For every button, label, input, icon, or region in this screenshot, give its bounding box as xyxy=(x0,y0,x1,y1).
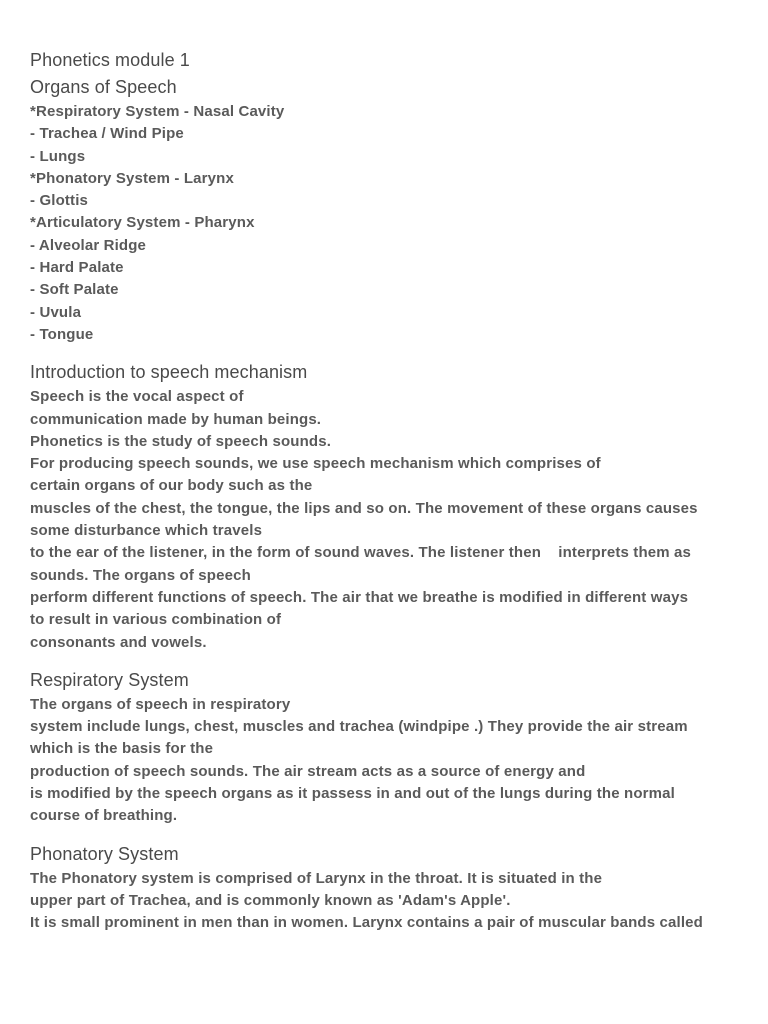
text-line: sounds. The organs of speech xyxy=(30,566,251,584)
section-spacer xyxy=(30,654,740,667)
document-section xyxy=(30,667,740,828)
section-heading: Phonatory System xyxy=(30,843,179,864)
text-line: *Phonatory System - Larynx xyxy=(30,169,234,187)
document-title: Phonetics module 1 xyxy=(30,50,190,70)
text-line: perform different functions of speech. The air that we breathe is modified in different ways xyxy=(30,588,689,606)
text-line: Phonetics is the study of speech sounds. xyxy=(30,432,332,450)
section-spacer xyxy=(30,828,740,841)
text-line: *Articulatory System - Pharynx xyxy=(30,214,255,232)
section-heading: Organs of Speech xyxy=(30,77,177,97)
document-page xyxy=(30,47,740,935)
text-line: system include lungs, chest, muscles and trachea (windpipe .) They provide the air stream xyxy=(30,718,688,736)
text-line: some disturbance which travels xyxy=(30,522,263,540)
document-section xyxy=(30,359,740,654)
text-line: which is the basis for the xyxy=(30,740,214,758)
text-line: - Glottis xyxy=(30,192,89,210)
text-line: course of breathing. xyxy=(30,807,178,825)
text-line: consonants and vowels. xyxy=(30,633,207,651)
text-line: is modified by the speech organs as it passess in and out of the lungs during the normal xyxy=(30,785,675,803)
section-spacer xyxy=(30,346,740,359)
text-line: communication made by human beings. xyxy=(30,410,322,428)
text-line: production of speech sounds. The air stream acts as a source of energy and xyxy=(30,762,586,780)
document-section xyxy=(30,74,740,346)
text-line: certain organs of our body such as the xyxy=(30,477,313,495)
text-line: - Tongue xyxy=(30,325,94,343)
text-line: muscles of the chest, the tongue, the lips and so on. The movement of these organs causes xyxy=(30,499,698,517)
document-sections xyxy=(30,74,740,935)
text-line: upper part of Trachea, and is commonly known as 'Adam's Apple'. xyxy=(30,891,511,909)
text-line: It is small prominent in men than in women. Larynx contains a pair of muscular bands called xyxy=(30,914,703,932)
section-heading: Introduction to speech mechanism xyxy=(30,362,308,383)
text-line: The organs of speech in respiratory xyxy=(30,695,291,713)
text-line: - Lungs xyxy=(30,147,86,165)
text-line: For producing speech sounds, we use speech mechanism which comprises of xyxy=(30,455,601,473)
text-line: - Soft Palate xyxy=(30,281,119,299)
text-line: *Respiratory System - Nasal Cavity xyxy=(30,103,285,120)
section-heading: Respiratory System xyxy=(30,669,189,690)
text-line: - Hard Palate xyxy=(30,259,124,277)
text-line: - Alveolar Ridge xyxy=(30,236,147,254)
text-line: to result in various combination of xyxy=(30,611,282,629)
document-section xyxy=(30,841,740,935)
text-line: - Uvula xyxy=(30,303,82,321)
text-line: Speech is the vocal aspect of xyxy=(30,388,244,406)
text-line: to the ear of the listener, in the form of sound waves. The listener then interprets them as xyxy=(30,544,692,562)
text-line: - Trachea / Wind Pipe xyxy=(30,125,184,143)
text-line: The Phonatory system is comprised of Larynx in the throat. It is situated in the xyxy=(30,869,603,887)
